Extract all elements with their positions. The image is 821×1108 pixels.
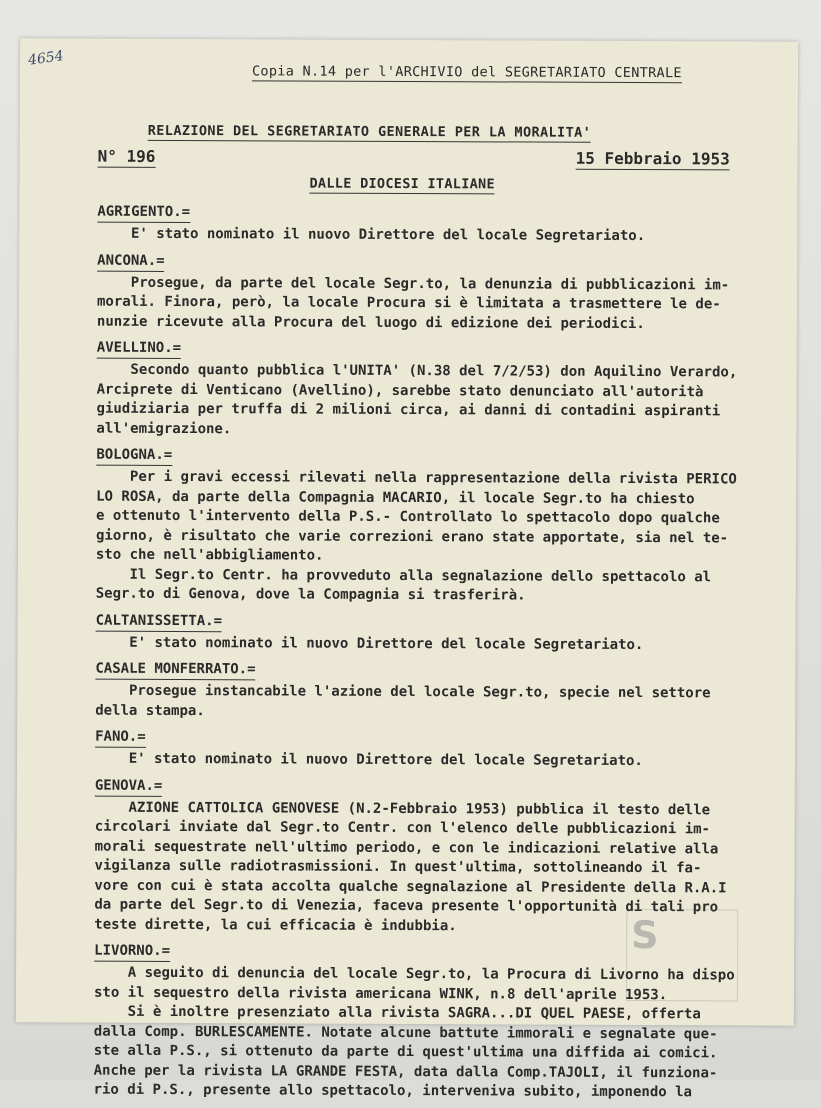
entry-text-line: rio di P.S., presente allo spettacolo, interveniva subito, imponendo la bbox=[93, 1081, 693, 1101]
entry-text-line: LO ROSA, da parte della Compagnia MACARIO, il locale Segr.to ha chiesto bbox=[96, 488, 695, 507]
diocese-heading: FANO.= bbox=[95, 728, 146, 748]
entry-text-line: Anche per la rivista LA GRANDE FESTA, data dalla Comp.TAJOLI, il funziona- bbox=[93, 1062, 718, 1081]
entry-text-line: circolari inviate dal Segr.to Centr. con l'elenco delle pubblicazioni im- bbox=[94, 818, 711, 838]
diocese-heading: ANCONA.= bbox=[97, 251, 165, 271]
entry-text-line: giudiziaria per truffa di 2 milioni circa, ai danni di contadini aspiranti bbox=[96, 400, 721, 420]
diocese-heading: AVELLINO.= bbox=[97, 339, 181, 359]
diocese-entry bbox=[95, 726, 790, 773]
entry-text-line: morali. Finora, però, la locale Procura si è limitata a trasmettere le de- bbox=[96, 293, 721, 313]
document-page bbox=[16, 38, 798, 1101]
entry-text-line: giorno, è risultato che varie correzioni erano state apportate, sia nel te- bbox=[95, 527, 729, 546]
report-date: 15 Febbraio 1953 bbox=[575, 148, 730, 169]
entry-text-line: Si è inoltre presenziato alla rivista SAGRA...DI QUEL PAESE, offerta bbox=[93, 1003, 701, 1023]
diocese-entry bbox=[96, 337, 791, 442]
stamp-mark: S bbox=[631, 912, 659, 958]
entry-text-line: Il Segr.to Centr. ha provveduto alla segnalazione dello spettacolo al bbox=[95, 566, 712, 585]
entry-text-line: dalla Comp. BURLESCAMENTE. Notate alcune battute immorali e segnalate que- bbox=[93, 1023, 718, 1042]
diocese-heading: CALTANISSETTA.= bbox=[96, 611, 223, 632]
entry-text-line: Prosegue, da parte del locale Segr.to, la denunzia di pubblicazioni im- bbox=[97, 274, 730, 293]
diocese-entry bbox=[96, 444, 792, 608]
diocese-entry bbox=[97, 201, 792, 248]
entry-text-line: vigilanza sulle radiotrasmissioni. In quest'ultima, sottolineando il fa- bbox=[94, 857, 702, 877]
diocese-heading: CASALE MONFERRATO.= bbox=[95, 660, 255, 681]
report-title: RELAZIONE DEL SEGRETARIATO GENERALE PER LA MORALITA' bbox=[147, 122, 592, 141]
entry-text-line: A seguito di denuncia del locale Segr.to, la Procura di Livorno ha dispo bbox=[94, 964, 735, 984]
diocese-entry bbox=[95, 658, 790, 724]
entry-text-line: Arciprete di Venticano (Avellino), sarebbe stato denunciato all'autorità bbox=[96, 381, 704, 400]
copy-line: Copia N.14 per l'ARCHIVIO del SEGRETARIATO CENTRALE bbox=[251, 63, 682, 82]
entry-text-line: della stampa. bbox=[95, 702, 205, 719]
report-subtitle: DALLE DIOCESI ITALIANE bbox=[309, 175, 495, 193]
entry-text-line: E' stato nominato il nuovo Direttore del locale Segretariato. bbox=[94, 750, 643, 770]
archive-stamp bbox=[626, 909, 738, 1001]
entry-text-line: Secondo quanto pubblica l'UNITA' (N.38 del 7/2/53) don Aquilino Verardo, bbox=[96, 361, 738, 381]
entry-text-line: E' stato nominato il nuovo Direttore del locale Segretariato. bbox=[95, 634, 644, 653]
diocese-heading: LIVORNO.= bbox=[94, 942, 170, 962]
entry-text-line: vore con cui è stata accolta qualche segnalazione al Presidente della R.A.I bbox=[94, 877, 727, 896]
entry-text-line: sto il sequestro della rivista americana WINK, n.8 dell'aprile 1953. bbox=[93, 984, 668, 1003]
entry-text-line: sto che nell'abbigliamento. bbox=[95, 546, 324, 564]
entry-text-line: Per i gravi eccessi rilevati nella rappresentazione della rivista PERICO bbox=[96, 468, 737, 488]
entry-text-line: Prosegue instancabile l'azione del locale Segr.to, specie nel settore bbox=[95, 682, 711, 702]
handwritten-note: 4654 bbox=[27, 48, 65, 69]
diocese-heading: GENOVA.= bbox=[95, 776, 163, 796]
diocese-heading: BOLOGNA.= bbox=[96, 446, 172, 466]
entry-text-line: AZIONE CATTOLICA GENOVESE (N.2-Febbraio 1953) pubblica il testo delle bbox=[94, 799, 711, 818]
entry-text-line: da parte del Segr.to di Venezia, faceva presente l'opportunità di tali pro bbox=[94, 896, 719, 916]
entry-text-line: e ottenuto l'intervento della P.S.- Controllato lo spettacolo dopo qualche bbox=[96, 507, 720, 527]
diocese-entry bbox=[97, 249, 792, 335]
diocese-entry bbox=[95, 609, 790, 656]
diocese-heading: AGRIGENTO.= bbox=[97, 203, 190, 223]
entry-text-line: E' stato nominato il nuovo Direttore del locale Segretariato. bbox=[97, 225, 646, 245]
entry-text-line: Segr.to di Genova, dove la Compagnia si trasferirà. bbox=[95, 585, 526, 604]
entry-text-line: all'emigrazione. bbox=[96, 420, 232, 437]
entry-text-line: teste dirette, la cui efficacia è indubbia. bbox=[94, 916, 457, 934]
entry-text-line: morali sequestrate nell'ultimo periodo, e con le indicazioni relative alla bbox=[94, 838, 719, 857]
entry-text-line: ste alla P.S., si ottenuto da parte di quest'ultima una diffida ai comici. bbox=[93, 1042, 718, 1062]
entry-text-line: nunzie ricevute alla Procura del luogo di edizione dei periodici. bbox=[96, 313, 645, 332]
report-number: N° 196 bbox=[97, 146, 156, 166]
